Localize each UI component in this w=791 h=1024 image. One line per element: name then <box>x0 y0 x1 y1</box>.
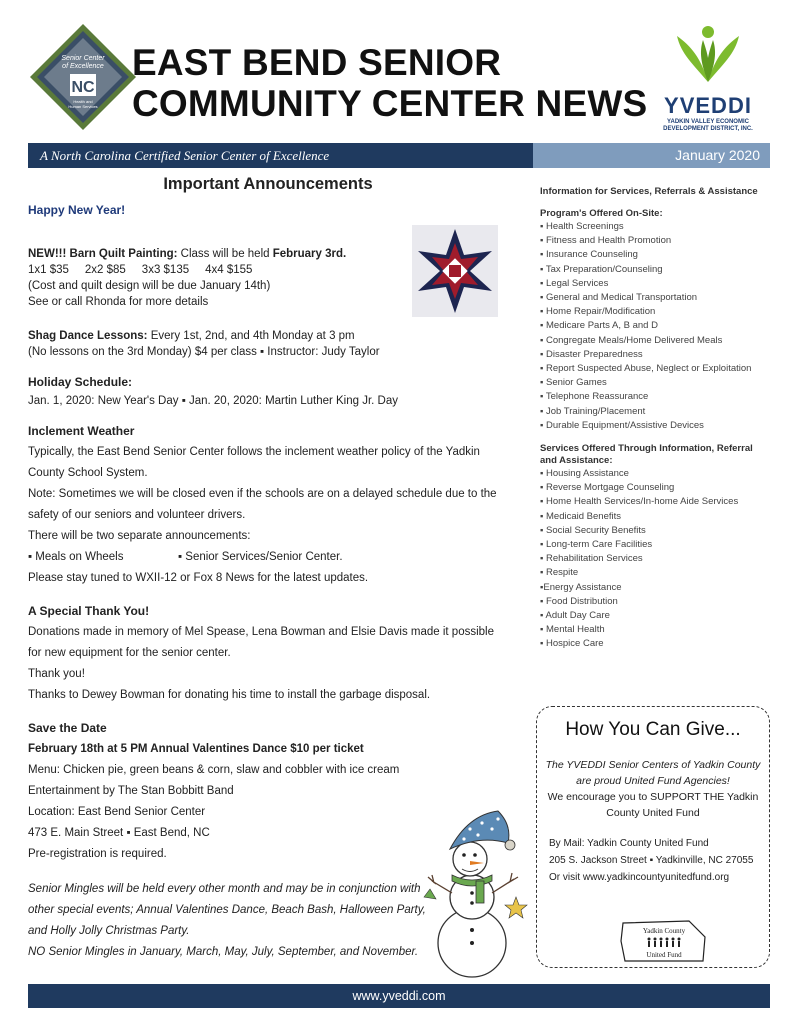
thanks-p1: Donations made in memory of Mel Spease, Lena Bowman and Elsie Davis made it possible for new equipment for the senior center. <box>28 626 494 659</box>
shag-dance-schedule: Every 1st, 2nd, and 4th Monday at 3 pm <box>147 330 355 342</box>
referral-service-item: ▪ Respite <box>540 567 579 579</box>
svg-text:of Excellence: of Excellence <box>62 63 104 70</box>
referral-service-item: ▪ Hospice Care <box>540 638 604 650</box>
onsite-service-item: ▪ Report Suspected Abuse, Neglect or Exploitation <box>540 363 752 375</box>
barn-quilt-text: Class will be held <box>177 248 273 260</box>
thanks-p3: Thanks to Dewey Bowman for donating his time to install the garbage disposal. <box>28 689 431 701</box>
give-mail-info <box>537 835 769 886</box>
leaf-people-icon <box>673 24 743 86</box>
referral-service-item: ▪ Home Health Services/In-home Aide Services <box>540 496 739 508</box>
holiday-section <box>28 374 508 409</box>
shag-dance-label: Shag Dance Lessons: <box>28 330 148 342</box>
holiday-text: Jan. 1, 2020: New Year's Day ▪ Jan. 20, 2020: Martin Luther King Jr. Day <box>28 395 399 407</box>
weather-meals: ▪ Meals on Wheels <box>28 551 124 563</box>
onsite-service-item: ▪ Durable Equipment/Assistive Devices <box>540 419 704 431</box>
onsite-service-item: ▪ Insurance Counseling <box>540 249 638 261</box>
shag-dance-details: (No lessons on the 3rd Monday) $4 per class ▪ Instructor: Judy Taylor <box>28 346 380 358</box>
svg-text:Senior Center: Senior Center <box>61 55 105 62</box>
weather-section <box>28 423 508 589</box>
weather-p5: Please stay tuned to WXII-12 or Fox 8 News for the latest updates. <box>28 572 369 584</box>
onsite-list <box>540 220 772 433</box>
referral-service-item: ▪ Adult Day Care <box>540 610 610 622</box>
barn-quilt-prices: 1x1 $35 2x2 $85 3x3 $135 4x4 $155 <box>28 264 253 276</box>
title-line-2: COMMUNITY CENTER NEWS <box>132 83 648 124</box>
how-you-can-give-box <box>536 706 770 968</box>
yveddi-subtitle-1: YADKIN VALLEY ECONOMIC <box>667 119 749 125</box>
onsite-service-item: ▪ Health Screenings <box>540 221 624 232</box>
yveddi-wordmark: YVEDDI <box>664 93 752 118</box>
onsite-service-item: ▪ Legal Services <box>540 277 609 289</box>
referral-service-item: ▪ Social Security Benefits <box>540 524 646 536</box>
title-line-1: EAST BEND SENIOR <box>132 42 502 83</box>
save-menu: Menu: Chicken pie, green beans & corn, slaw and cobbler with ice cream <box>28 764 400 776</box>
onsite-service-item: ▪ Disaster Preparedness <box>540 348 643 360</box>
barn-quilt-image <box>412 225 498 317</box>
referral-service-item: ▪ Housing Assistance <box>540 468 629 480</box>
referral-list <box>540 467 772 652</box>
svg-text:United Fund: United Fund <box>646 951 682 959</box>
thanks-title: A Special Thank You! <box>28 604 150 618</box>
snowman-illustration <box>420 805 530 980</box>
referral-service-item: ▪ Food Distribution <box>540 595 618 607</box>
senior-center-excellence-logo <box>28 22 138 132</box>
mingles-p1: Senior Mingles will be held every other month and may be in conjunction with other special events; Annual Valentines Dance, Beach Bash, Halloween Party, and Holly Jolly Christmas Party. <box>28 883 426 937</box>
referral-service-item: ▪ Medicaid Benefits <box>540 510 621 522</box>
save-registration: Pre-registration is required. <box>28 848 167 860</box>
weather-p2: Note: Sometimes we will be closed even if the schools are on a delayed schedule due to the safety of our seniors and volunteer drivers. <box>28 488 497 521</box>
give-title: How You Can Give... <box>565 719 741 740</box>
onsite-service-item: ▪ General and Medical Transportation <box>540 292 698 304</box>
tagline-banner: A North Carolina Certified Senior Center of Excellence <box>28 143 533 168</box>
give-italic-text: The YVEDDI Senior Centers of Yadkin County are proud United Fund Agencies! <box>545 759 761 787</box>
senior-mingles-section <box>28 879 426 963</box>
happy-new-year: Happy New Year! <box>28 203 126 217</box>
weather-p1: Typically, the East Bend Senior Center follows the inclement weather policy of the Yadkin County School System. <box>28 446 480 479</box>
referral-service-item: ▪ Long-term Care Facilities <box>540 539 653 551</box>
thanks-p2: Thank you! <box>28 668 85 680</box>
save-event: February 18th at 5 PM Annual Valentines Dance $10 per ticket <box>28 743 364 755</box>
announcements-heading: Important Announcements <box>163 175 373 193</box>
referral-title: Services Offered Through Information, Referral and Assistance: <box>540 443 753 467</box>
onsite-service-item: ▪ Home Repair/Modification <box>540 306 656 318</box>
svg-text:Human Services: Human Services <box>68 104 98 109</box>
give-mail-line-1: By Mail: Yadkin County United Fund <box>549 838 709 849</box>
yveddi-subtitle-2: DEVELOPMENT DISTRICT, INC. <box>663 126 753 132</box>
save-location: Location: East Bend Senior Center <box>28 806 206 818</box>
svg-text:Health and: Health and <box>73 99 93 104</box>
svg-text:Yadkin County: Yadkin County <box>642 927 686 935</box>
referral-service-item: ▪ Reverse Mortgage Counseling <box>540 482 675 494</box>
barn-quilt-note: (Cost and quilt design will be due January 14th) <box>28 280 271 292</box>
svg-text:NC: NC <box>71 79 95 96</box>
onsite-title: Program's Offered On-Site: <box>540 208 663 219</box>
holiday-title: Holiday Schedule: <box>28 375 133 389</box>
save-title: Save the Date <box>28 721 107 735</box>
referral-service-item: ▪Energy Assistance <box>540 581 622 593</box>
save-entertainment: Entertainment by The Stan Bobbitt Band <box>28 785 234 797</box>
footer-website-link[interactable]: www.yveddi.com <box>352 989 446 1003</box>
mingles-p2: NO Senior Mingles in January, March, May, July, September, and November. <box>28 946 419 958</box>
onsite-service-item: ▪ Tax Preparation/Counseling <box>540 263 663 275</box>
weather-p3: There will be two separate announcements: <box>28 530 251 542</box>
give-website[interactable]: Or visit www.yadkincountyunitedfund.org <box>549 872 730 883</box>
barn-quilt-label: NEW!!! Barn Quilt Painting: <box>28 248 178 260</box>
onsite-service-item: ▪ Telephone Reassurance <box>540 391 649 403</box>
yveddi-logo <box>648 24 768 134</box>
services-sidebar <box>540 186 772 662</box>
thank-you-section <box>28 603 508 706</box>
newsletter-title <box>132 42 647 124</box>
onsite-service-item: ▪ Congregate Meals/Home Delivered Meals <box>540 334 723 346</box>
barn-quilt-date: February 3rd. <box>272 248 347 260</box>
weather-senior-services: ▪ Senior Services/Senior Center. <box>178 551 343 563</box>
issue-date: January 2020 <box>533 143 770 168</box>
referral-service-item: ▪ Rehabilitation Services <box>540 553 643 565</box>
barn-quilt-contact: See or call Rhonda for more details <box>28 296 209 308</box>
shag-dance-section <box>28 328 508 360</box>
onsite-service-item: ▪ Fitness and Health Promotion <box>540 235 672 247</box>
save-address: 473 E. Main Street ▪ East Bend, NC <box>28 827 210 839</box>
give-support-text: We encourage you to SUPPORT THE Yadkin County United Fund <box>547 791 759 819</box>
sidebar-heading: Information for Services, Referrals & Assistance <box>540 186 758 197</box>
onsite-service-item: ▪ Job Training/Placement <box>540 405 646 417</box>
yadkin-county-united-fund-logo <box>619 917 709 965</box>
weather-title: Inclement Weather <box>28 424 135 438</box>
onsite-service-item: ▪ Senior Games <box>540 377 607 389</box>
referral-service-item: ▪ Mental Health <box>540 624 605 636</box>
footer-bar <box>28 984 770 1008</box>
onsite-service-item: ▪ Medicare Parts A, B and D <box>540 320 658 332</box>
give-mail-line-2: 205 S. Jackson Street ▪ Yadkinville, NC 27055 <box>549 855 754 866</box>
